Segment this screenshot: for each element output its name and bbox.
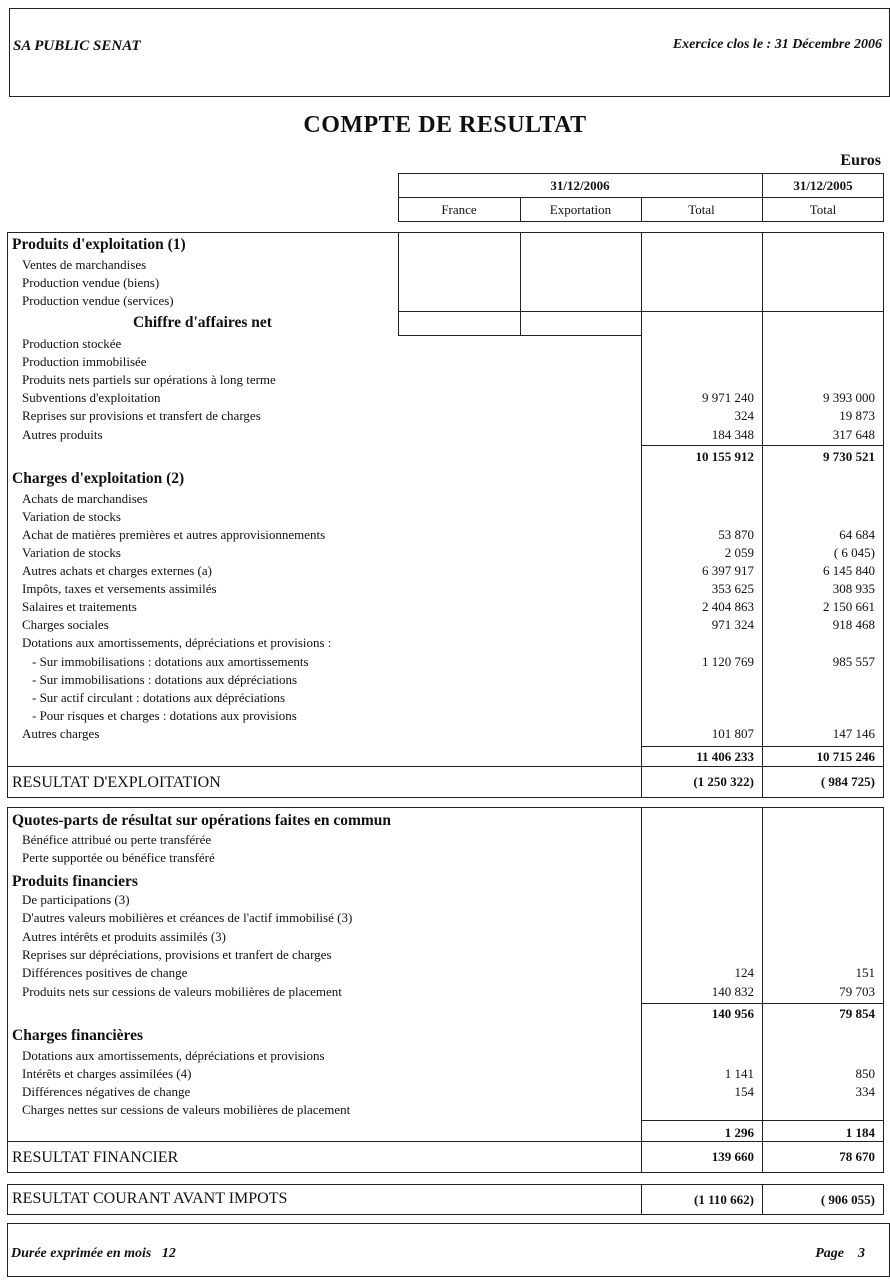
line-label: Salaires et traitements (22, 599, 137, 614)
operating-charges-subtotal-2006: 11 406 233 (696, 749, 754, 764)
line-label: Différences négatives de change (22, 1084, 191, 1099)
page-indicator (815, 1246, 865, 1262)
line-label: Bénéfice attribué ou perte transférée (22, 832, 212, 847)
pretax-result-2005: ( 906 055) (820, 1192, 875, 1207)
line-label: Reprises sur dépréciations, provisions et tranfert de charges (22, 947, 332, 962)
line-label: Subventions d'exploitation (22, 390, 161, 405)
value-2005: 9 393 000 (823, 390, 875, 405)
financial-income-subtotal-2006: 140 956 (711, 1006, 754, 1021)
page-number: 3 (858, 1246, 865, 1261)
line-label: Variation de stocks (22, 509, 121, 524)
value-2006: 353 625 (711, 581, 754, 596)
financial-result-label: RESULTAT FINANCIER (12, 1149, 179, 1166)
page-label: Page (815, 1246, 844, 1261)
line-label: Intérêts et charges assimilées (4) (22, 1066, 192, 1081)
joint-operations-heading: Quotes-parts de résultat sur opérations faites en commun (12, 812, 392, 829)
line-label: Achat de matières premières et autres approvisionnements (22, 527, 326, 542)
currency-label: Euros (840, 152, 881, 169)
page-title: COMPTE DE RESULTAT (303, 112, 587, 138)
value-2005: 19 873 (839, 408, 875, 423)
financial-income-heading: Produits financiers (12, 873, 138, 890)
value-2005: 2 150 661 (823, 599, 875, 614)
operating-income-heading: Produits d'exploitation (1) (12, 236, 186, 253)
value-2005: 850 (855, 1066, 875, 1081)
france-column-header: France (441, 202, 477, 217)
total-previous-column-header: Total (809, 202, 837, 217)
value-2006: 971 324 (711, 617, 754, 632)
value-2005: 147 146 (832, 726, 875, 741)
total-current-column-header: Total (688, 202, 715, 217)
value-2005: 6 145 840 (823, 563, 875, 578)
line-label: Ventes de marchandises (22, 257, 147, 272)
value-2006: 324 (734, 408, 754, 423)
line-label: Dotations aux amortissements, dépréciations et provisions (22, 1048, 325, 1063)
line-label: - Sur immobilisations : dotations aux dépréciations (32, 672, 298, 687)
line-label: Charges sociales (22, 617, 109, 632)
duration-label: Durée exprimée en mois (11, 1246, 152, 1261)
line-label: Différences positives de change (22, 965, 188, 980)
duration-info (11, 1246, 176, 1262)
financial-income-subtotal-2005: 79 854 (839, 1006, 875, 1021)
value-2006: 101 807 (711, 726, 754, 741)
duration-value: 12 (161, 1246, 176, 1261)
fiscal-year-end: Exercice clos le : 31 Décembre 2006 (672, 37, 882, 52)
line-label: D'autres valeurs mobilières et créances de l'actif immobilisé (3) (22, 910, 353, 925)
line-label: Autres intérêts et produits assimilés (3) (22, 929, 226, 944)
line-label: Reprises sur provisions et transfert de charges (22, 408, 261, 423)
value-2005: 64 684 (839, 527, 875, 542)
line-label: Impôts, taxes et versements assimilés (22, 581, 217, 596)
line-label: Production stockée (22, 336, 122, 351)
line-label: Achats de marchandises (22, 491, 148, 506)
line-label: Autres charges (22, 726, 100, 741)
value-2006: 2 059 (724, 545, 754, 560)
value-2006: 1 141 (724, 1066, 754, 1081)
export-column-header: Exportation (549, 202, 612, 217)
line-label: Dotations aux amortissements, dépréciations et provisions : (22, 635, 332, 650)
net-revenue-label: Chiffre d'affaires net (133, 314, 272, 331)
value-2006: 184 348 (711, 427, 754, 442)
financial-charges-heading: Charges financières (12, 1027, 144, 1044)
value-2006: 2 404 863 (702, 599, 754, 614)
value-2006: 1 120 769 (702, 654, 754, 669)
operating-result-2005: ( 984 725) (820, 774, 875, 789)
line-label: Production vendue (biens) (22, 275, 160, 290)
line-label: De participations (3) (22, 892, 130, 907)
operating-charges-subtotal-2005: 10 715 246 (816, 749, 875, 764)
value-2005: 308 935 (832, 581, 875, 596)
financial-charges-subtotal-2006: 1 296 (724, 1125, 754, 1140)
line-label: Produits nets partiels sur opérations à long terme (22, 372, 276, 387)
company-name: SA PUBLIC SENAT (13, 38, 141, 54)
value-2006: 9 971 240 (702, 390, 754, 405)
operating-income-subtotal-2006: 10 155 912 (695, 449, 754, 464)
line-label: - Pour risques et charges : dotations aux provisions (32, 708, 297, 723)
line-label: Variation de stocks (22, 545, 121, 560)
financial-charges-subtotal-2005: 1 184 (845, 1125, 875, 1140)
value-2006: 154 (734, 1084, 754, 1099)
line-label: Produits nets sur cessions de valeurs mobilières de placement (22, 984, 342, 999)
financial-result-2005: 78 670 (839, 1149, 875, 1164)
value-2006: 140 832 (711, 984, 754, 999)
pretax-result-label: RESULTAT COURANT AVANT IMPOTS (12, 1190, 288, 1207)
line-label: Autres produits (22, 427, 103, 442)
value-2005: 334 (855, 1084, 875, 1099)
value-2005: 317 648 (832, 427, 875, 442)
value-2005: ( 6 045) (833, 545, 875, 560)
value-2006: 53 870 (718, 527, 754, 542)
value-2005: 985 557 (832, 654, 875, 669)
operating-result-2006: (1 250 322) (693, 774, 754, 789)
financial-result-2006: 139 660 (711, 1149, 754, 1164)
line-label: - Sur immobilisations : dotations aux amortissements (32, 654, 309, 669)
line-label: Autres achats et charges externes (a) (22, 563, 212, 578)
period-current-header: 31/12/2006 (550, 178, 610, 193)
line-label: Charges nettes sur cessions de valeurs mobilières de placement (22, 1102, 351, 1117)
operating-charges-heading: Charges d'exploitation (2) (12, 470, 185, 487)
operating-result-label: RESULTAT D'EXPLOITATION (12, 774, 221, 791)
line-label: Perte supportée ou bénéfice transféré (22, 850, 215, 865)
period-previous-header: 31/12/2005 (793, 178, 853, 193)
value-2006: 124 (734, 965, 754, 980)
value-2005: 79 703 (839, 984, 875, 999)
line-label: Production vendue (services) (22, 293, 174, 308)
value-2006: 6 397 917 (702, 563, 754, 578)
value-2005: 151 (855, 965, 875, 980)
pretax-result-2006: (1 110 662) (694, 1192, 754, 1207)
line-label: - Sur actif circulant : dotations aux dépréciations (32, 690, 286, 705)
line-label: Production immobilisée (22, 354, 147, 369)
value-2005: 918 468 (832, 617, 875, 632)
operating-income-subtotal-2005: 9 730 521 (823, 449, 875, 464)
